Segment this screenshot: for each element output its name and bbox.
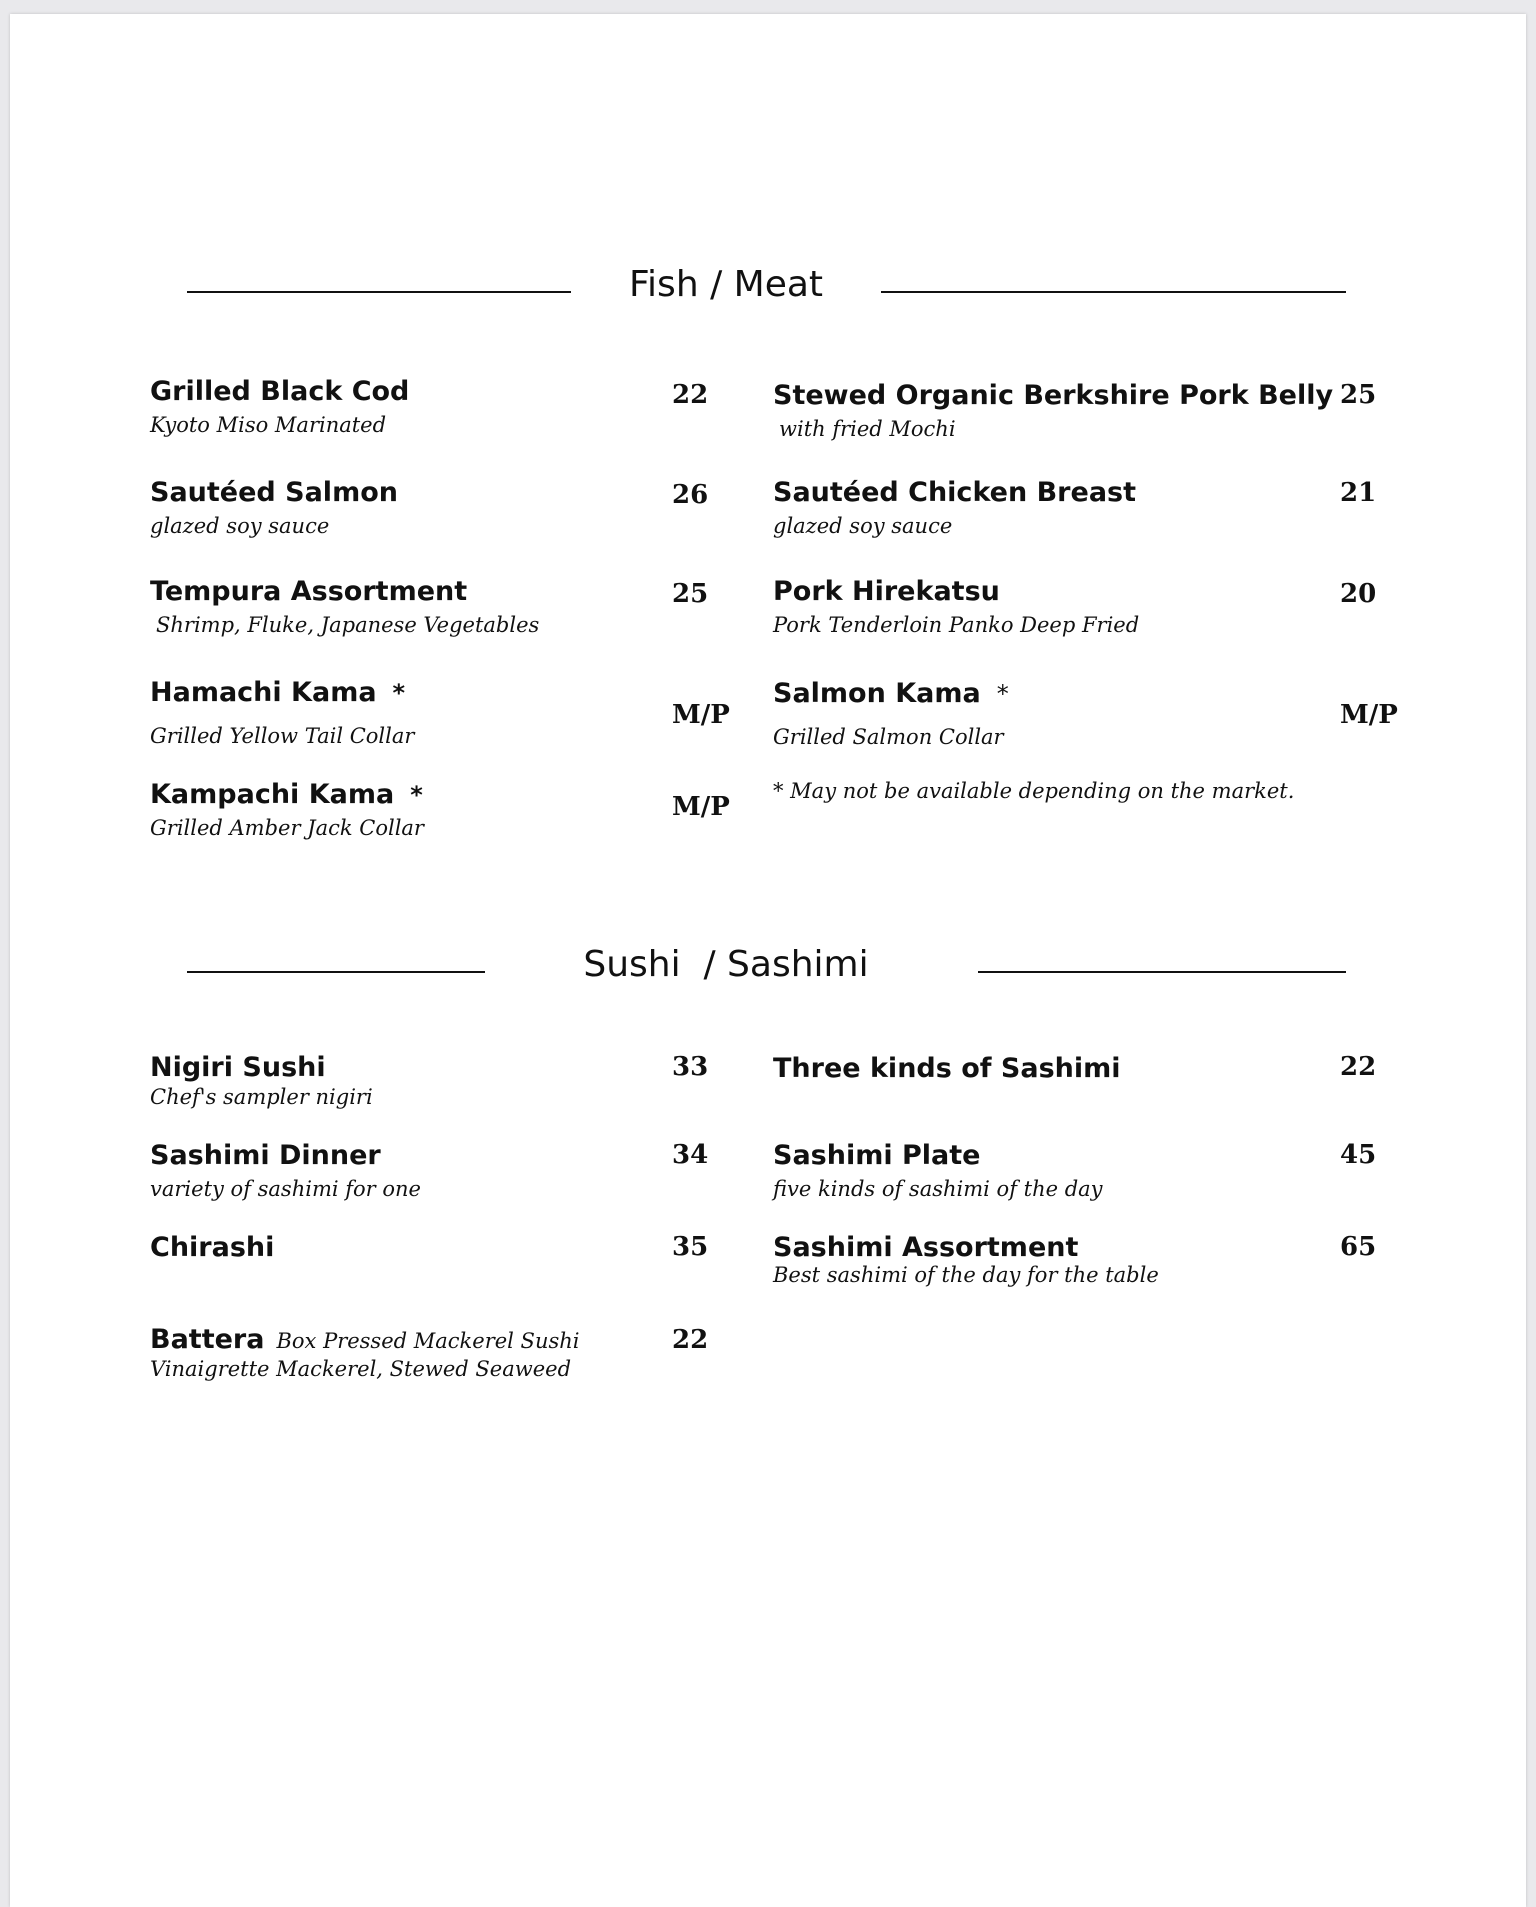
item-desc: Chef's sampler nigiri: [150, 1085, 373, 1109]
menu-page: [10, 14, 1526, 1907]
item-desc: Best sashimi of the day for the table: [773, 1263, 1159, 1287]
item-desc: Shrimp, Fluke, Japanese Vegetables: [156, 613, 540, 637]
item-name-text: Battera: [150, 1324, 265, 1355]
menu-item-pork-belly: [773, 380, 1333, 441]
menu-item-hamachi-kama: [150, 677, 414, 748]
item-name: Grilled Black Cod: [150, 376, 410, 407]
item-name: Sautéed Chicken Breast: [773, 477, 1137, 508]
availability-note: * May not be available depending on the market.: [773, 779, 1295, 803]
fish-meat-rule-left: [187, 291, 571, 293]
menu-item-salmon-kama: [773, 678, 1009, 749]
item-desc: five kinds of sashimi of the day: [773, 1177, 1103, 1201]
item-inline-desc: Box Pressed Mackerel Sushi: [276, 1329, 580, 1353]
menu-item-chirashi: [150, 1232, 274, 1263]
item-price: 35: [672, 1232, 709, 1262]
item-desc: Grilled Salmon Collar: [773, 725, 1004, 749]
item-price: 25: [1340, 380, 1377, 410]
menu-item-battera: [150, 1324, 579, 1381]
item-name: Three kinds of Sashimi: [773, 1053, 1121, 1084]
item-price: 33: [672, 1052, 709, 1082]
item-price: M/P: [672, 700, 730, 730]
sushi-sashimi-rule-left: [187, 971, 485, 973]
menu-item-three-kinds-sashimi: [773, 1053, 1121, 1084]
item-name: Chirashi: [150, 1232, 275, 1263]
item-name: [150, 677, 414, 708]
item-desc: Vinaigrette Mackerel, Stewed Seaweed: [150, 1357, 572, 1381]
item-name: Pork Hirekatsu: [773, 576, 1000, 607]
item-name: Sautéed Salmon: [150, 477, 398, 508]
menu-item-kampachi-kama: [150, 779, 424, 840]
item-desc: Grilled Amber Jack Collar: [150, 816, 424, 840]
item-name-text: Kampachi Kama: [150, 779, 395, 810]
item-name: Nigiri Sushi: [150, 1052, 326, 1083]
item-desc: with fried Mochi: [779, 417, 956, 441]
item-price: 34: [672, 1140, 709, 1170]
item-name: Sashimi Dinner: [150, 1140, 381, 1171]
item-name: Tempura Assortment: [150, 576, 468, 607]
item-desc: Grilled Yellow Tail Collar: [150, 724, 415, 748]
item-name: Stewed Organic Berkshire Pork Belly: [773, 380, 1334, 411]
asterisk-mark: *: [996, 680, 1009, 708]
item-price: 20: [1340, 579, 1377, 609]
menu-item-pork-hirekatsu: [773, 576, 1139, 637]
menu-item-nigiri-sushi: [150, 1052, 373, 1109]
item-desc: glazed soy sauce: [150, 514, 330, 538]
item-price: 65: [1340, 1232, 1377, 1262]
menu-item-sashimi-dinner: [150, 1140, 421, 1201]
item-name: Sashimi Plate: [773, 1140, 981, 1171]
menu-item-sashimi-assortment: [773, 1232, 1159, 1287]
item-price: 22: [1340, 1052, 1377, 1082]
item-name: Sashimi Assortment: [773, 1232, 1079, 1263]
sushi-sashimi-title: Sushi / Sashimi: [583, 944, 869, 985]
menu-item-grilled-black-cod: [150, 376, 409, 437]
sushi-sashimi-rule-right: [978, 971, 1346, 973]
fish-meat-title: Fish / Meat: [628, 264, 824, 305]
item-desc: Kyoto Miso Marinated: [150, 413, 387, 437]
item-name-text: Salmon Kama: [773, 678, 981, 709]
item-name-text: Hamachi Kama: [150, 677, 377, 708]
item-name: [773, 678, 1009, 709]
item-desc: glazed soy sauce: [773, 514, 953, 538]
item-price: 21: [1340, 478, 1377, 508]
item-price: M/P: [1340, 700, 1398, 730]
item-price: 45: [1340, 1140, 1377, 1170]
item-price: 22: [672, 380, 709, 410]
item-name: [150, 1324, 579, 1355]
asterisk-mark: *: [410, 781, 423, 809]
menu-item-tempura-assortment: [150, 576, 539, 637]
item-desc: Pork Tenderloin Panko Deep Fried: [773, 613, 1140, 637]
item-desc: variety of sashimi for one: [150, 1177, 421, 1201]
fish-meat-rule-right: [881, 291, 1346, 293]
item-price: M/P: [672, 792, 730, 822]
item-price: 25: [672, 579, 709, 609]
menu-item-sauteed-chicken-breast: [773, 477, 1136, 538]
item-price: 22: [672, 1325, 709, 1355]
asterisk-mark: *: [392, 679, 406, 707]
item-name: [150, 779, 424, 810]
menu-item-sashimi-plate: [773, 1140, 1103, 1201]
menu-item-sauteed-salmon: [150, 477, 398, 538]
item-price: 26: [672, 480, 709, 510]
